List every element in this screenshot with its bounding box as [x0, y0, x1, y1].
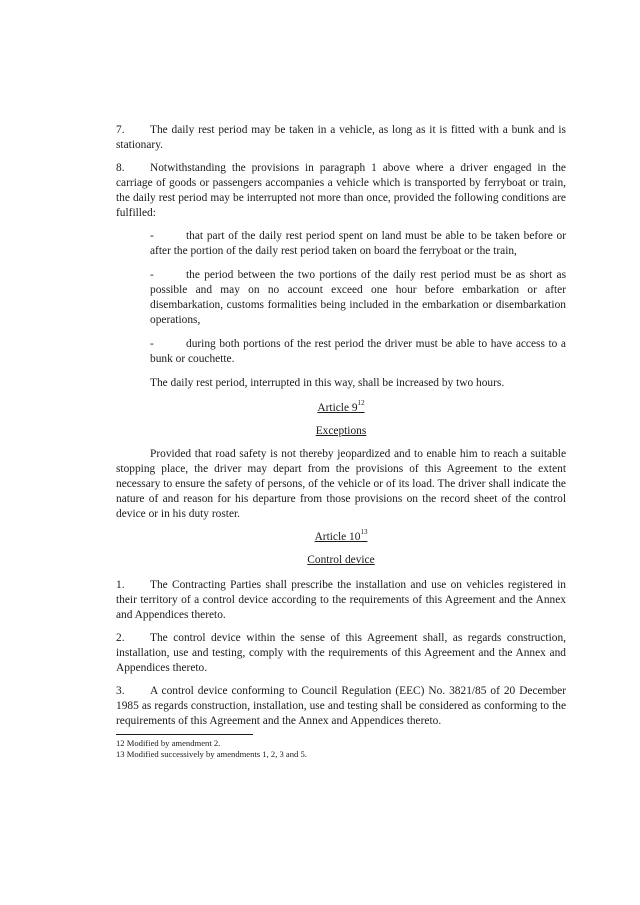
- paragraph-text: The daily rest period may be taken in a vehicle, as long as it is fitted with a bunk and is stationary.: [116, 124, 566, 151]
- article-9-title: [116, 401, 566, 416]
- condition-item: [150, 229, 566, 259]
- article-9-subtitle: Exceptions: [315, 425, 367, 437]
- dash-marker: -: [150, 338, 154, 350]
- footnote-divider: [116, 734, 253, 735]
- footnote-13: 13 Modified successively by amendments 1, 2, 3 and 5.: [116, 749, 307, 759]
- condition-text: during both portions of the rest period the driver must be able to have access to a bunk or couchette.: [150, 338, 566, 365]
- paragraph-7: [116, 123, 566, 153]
- article-10-item: [116, 578, 566, 623]
- condition-item: [150, 337, 566, 367]
- article-10-subtitle: Control device: [307, 554, 375, 566]
- item-number: 3.: [116, 685, 125, 697]
- article-title-text: Article 9: [317, 402, 358, 414]
- document-body: [116, 123, 566, 737]
- condition-text: the period between the two portions of the daily rest period must be as short as possible and may on no account exceed one hour before embarkation or after disembarkation, customs formalities being included in the embarkation or disembarkation operations,: [150, 269, 566, 326]
- item-text: The Contracting Parties shall prescribe the installation and use on vehicles registered in their territory of a control device according to the requirements of this Agreement and the Annex and Appendices thereto.: [116, 579, 566, 621]
- footnote-ref: 13: [360, 528, 368, 537]
- article-10-item: [116, 631, 566, 676]
- footnote-12: 12 Modified by amendment 2.: [116, 738, 221, 748]
- item-text: A control device conforming to Council Regulation (EEC) No. 3821/85 of 20 December 1985 as regards construction, installation, use and testing shall be considered as conforming to the requirements of this Agreement and the Annex and Appendices thereto.: [116, 685, 566, 727]
- paragraph-text: Notwithstanding the provisions in paragraph 1 above where a driver engaged in the carriage of goods or passengers accompanies a vehicle which is transported by ferryboat or train, the daily rest period may be interrupted not more than once, provided the following conditions are fulfilled:: [116, 162, 566, 219]
- item-number: 2.: [116, 632, 125, 644]
- dash-marker: -: [150, 230, 154, 242]
- paragraph-number: 8.: [116, 162, 125, 174]
- condition-item: [150, 268, 566, 328]
- dash-marker: -: [150, 269, 154, 281]
- paragraph-8: [116, 161, 566, 221]
- closing-sentence: The daily rest period, interrupted in this way, shall be increased by two hours.: [150, 377, 505, 389]
- article-9-text: Provided that road safety is not thereby jeopardized and to enable him to reach a suitable stopping place, the driver may depart from the provisions of this Agreement to the extent necessary to ensure the safety of persons, of the vehicle or of its load. The driver shall indicate the nature of and reason for his departure from those provisions on the record sheet of the control device or in his duty roster.: [116, 448, 566, 520]
- article-title-text: Article 10: [314, 531, 361, 543]
- footnotes: [116, 734, 566, 760]
- item-text: The control device within the sense of this Agreement shall, as regards construction, installation, use and testing, comply with the requirements of this Agreement and the Annex and Appendices thereto.: [116, 632, 566, 674]
- paragraph-number: 7.: [116, 124, 125, 136]
- article-10-item: [116, 684, 566, 729]
- article-10-title: [116, 530, 566, 545]
- condition-text: that part of the daily rest period spent on land must be able to be taken before or after the portion of the daily rest period taken on board the ferryboat or the train,: [150, 230, 566, 257]
- footnote-ref: 12: [357, 399, 365, 408]
- item-number: 1.: [116, 579, 125, 591]
